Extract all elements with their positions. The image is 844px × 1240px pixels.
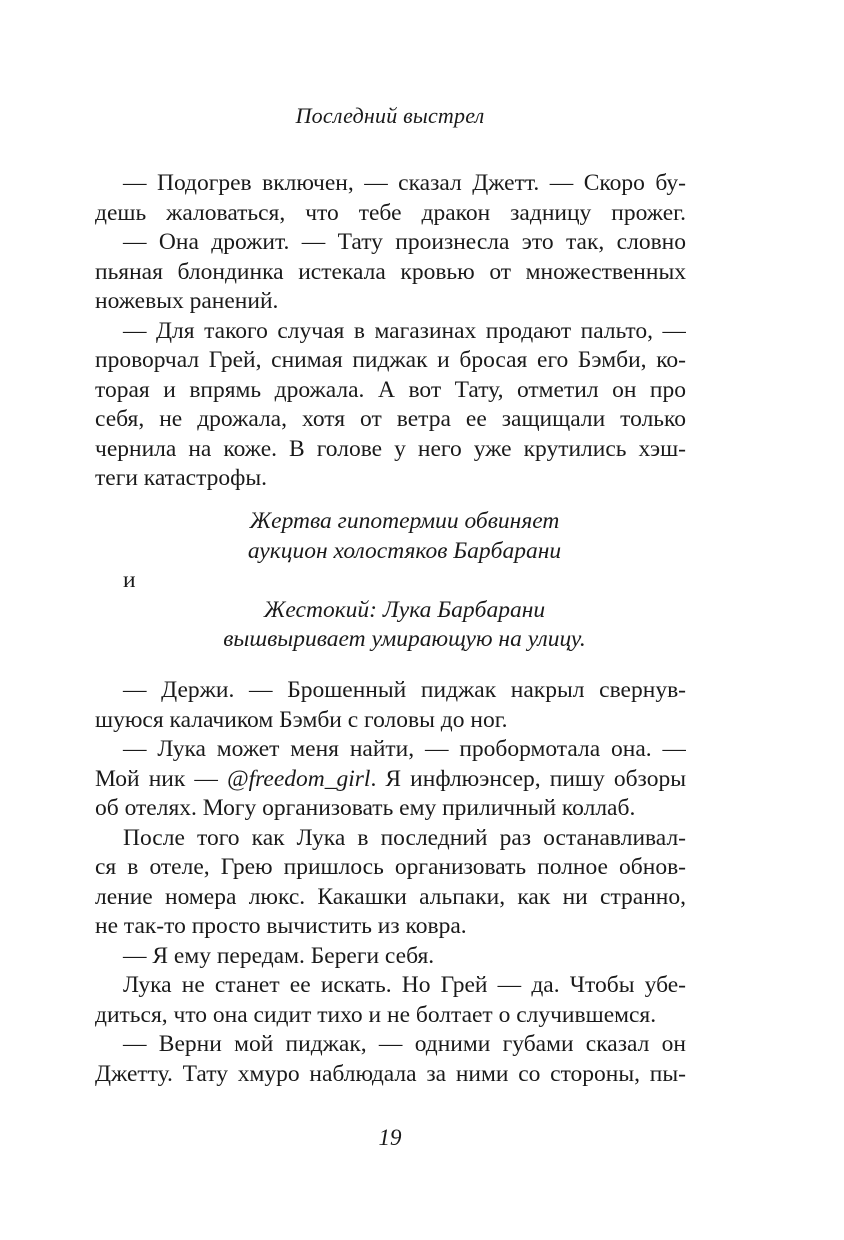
text-block-top xyxy=(95,169,686,494)
text-line: — Лука может меня найти, — пробормотала она. — xyxy=(123,736,686,762)
text-line: — Держи. — Брошенный пиджак накрыл свернув- xyxy=(123,677,686,703)
text-line: проворчал Грей, снимая пиджак и бросая его Бэмби, ко- xyxy=(95,347,686,373)
headline-2-line-1: Жестокий: Лука Барбарани xyxy=(263,596,546,623)
text-line: пьяная блондинка истекала кровью от множественных xyxy=(95,258,686,285)
text-line: — Я ему передам. Береги себя. xyxy=(123,942,435,969)
text-line: дешь жаловаться, что тебе дракон задницу прожег. xyxy=(95,199,686,226)
headline-1-line-2: аукцион холостяков Барбарани xyxy=(247,537,562,564)
text-line: себя, не дрожала, хотя от ветра ее защищали только xyxy=(95,406,686,432)
text-line: диться, что она сидит тихо и не болтает о случившемся. xyxy=(95,1001,657,1028)
text-line: ножевых ранений. xyxy=(95,288,279,314)
text-line: не так-то просто вычистить из ковра. xyxy=(95,913,467,939)
text-line: Джетту. Тату хмуро наблюдала за ними со стороны, пы- xyxy=(95,1060,686,1087)
text-line: После того как Лука в последний раз останавливал- xyxy=(123,824,686,851)
text-line: ся в отеле, Грею пришлось организовать полное обнов- xyxy=(95,854,686,880)
text-line: торая и впрямь дрожала. А вот Тату, отметил он про xyxy=(95,376,686,403)
text-line: теги катастрофы. xyxy=(95,465,268,491)
text-block-bottom xyxy=(95,676,686,1089)
text-fragment: . Я инфлюэнсер, пишу обзоры xyxy=(370,765,686,792)
headline-1-line-1: Жертва гипотермии обвиняет xyxy=(249,508,560,534)
text-fragment: Мой ник — xyxy=(95,765,227,792)
text-line: об отелях. Могу организовать ему приличный коллаб. xyxy=(95,795,636,821)
social-handle: @freedom_girl xyxy=(226,765,371,792)
text-line: шуюся калачиком Бэмби с головы до ног. xyxy=(95,706,508,733)
text-line: — Подогрев включен, — сказал Джетт. — Скоро бу- xyxy=(123,170,686,196)
running-head: Последний выстрел xyxy=(295,103,485,128)
hashtag-headlines xyxy=(95,507,686,655)
text-line: — Она дрожит. — Тату произнесла это так, словно xyxy=(123,229,686,255)
page-number: 19 xyxy=(378,1125,402,1150)
text-line: чернила на коже. В голове у него уже крутились хэш- xyxy=(95,435,686,462)
text-line xyxy=(95,765,686,795)
headline-conjunction: и xyxy=(123,567,136,593)
text-line: Лука не станет ее искать. Но Грей — да. Чтобы убе- xyxy=(123,972,686,998)
text-line: — Верни мой пиджак, — одними губами сказал он xyxy=(123,1031,686,1057)
headline-2-line-2: вышвыривает умирающую на улицу. xyxy=(223,626,586,652)
text-line: — Для такого случая в магазинах продают пальто, — xyxy=(123,317,686,344)
text-line: ление номера люкс. Какашки альпаки, как ни странно, xyxy=(95,883,686,910)
